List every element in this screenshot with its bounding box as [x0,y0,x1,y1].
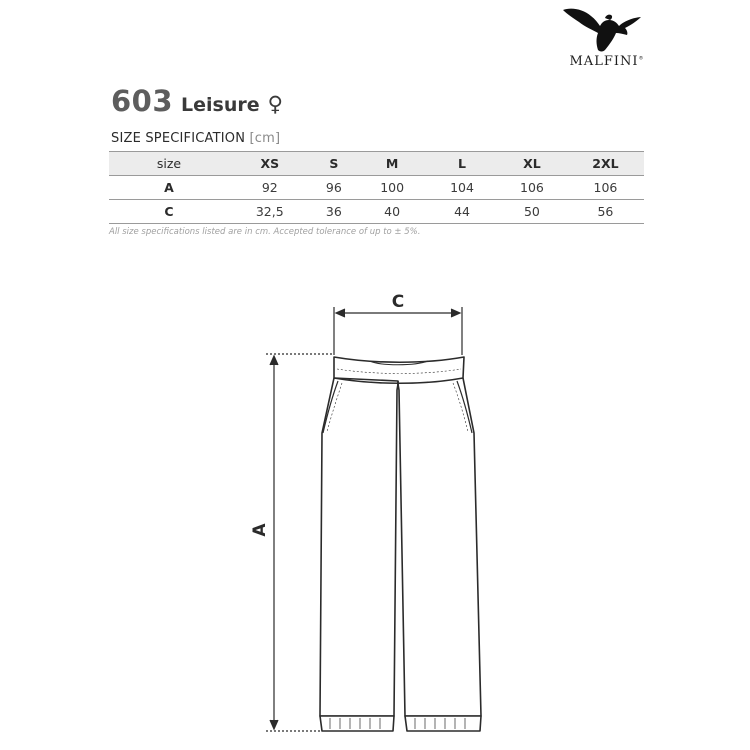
table-header-cell: XL [497,152,567,176]
tolerance-note: All size specifications listed are in cm. Accepted tolerance of up to ± 5%. [109,227,421,237]
table-header-cell: 2XL [567,152,644,176]
measure-c [334,307,462,355]
product-name: Leisure [181,94,260,116]
table-cell: 92 [229,176,311,200]
trousers-outline [320,357,481,731]
size-spec-unit: [cm] [249,131,281,146]
right-cuff [405,716,481,731]
table-cell: 32,5 [229,200,311,224]
table-header-cell: S [311,152,358,176]
left-cuff [320,716,394,731]
measure-a [266,354,334,731]
table-cell: 40 [357,200,427,224]
left-leg [320,378,398,716]
table-cell: 100 [357,176,427,200]
table-row-label: C [109,200,229,224]
table-cell: 56 [567,200,644,224]
table-cell: 104 [427,176,497,200]
table-header-cell: size [109,152,229,176]
table-row-label: A [109,176,229,200]
table-header-cell: M [357,152,427,176]
table-cell: 96 [311,176,358,200]
table-cell: 36 [311,200,358,224]
table-header-cell: XS [229,152,311,176]
table-cell: 106 [497,176,567,200]
table-header-cell: L [427,152,497,176]
product-number: 603 [111,84,174,118]
table-cell: 106 [567,176,644,200]
table-cell: 44 [427,200,497,224]
cuff-ribbing [330,718,465,729]
label-a: A [250,523,270,537]
table-cell: 50 [497,200,567,224]
brand-logo: MALFINI® [555,4,655,70]
label-c: C [391,292,405,312]
right-leg [398,378,481,716]
left-pocket [323,381,338,433]
brand-name: MALFINI [569,54,639,69]
size-spec-heading-text: SIZE SPECIFICATION [111,131,246,146]
female-symbol: ♀ [267,92,284,116]
